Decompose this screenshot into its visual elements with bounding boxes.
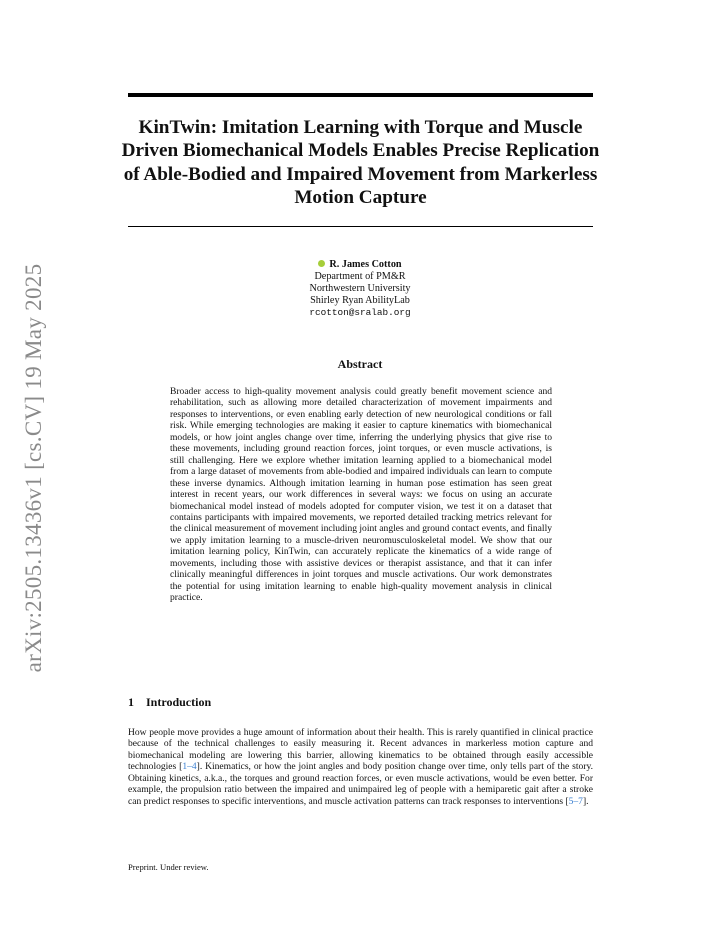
preprint-footnote: Preprint. Under review.	[128, 862, 209, 872]
affiliation-line: Northwestern University	[309, 283, 411, 294]
citation-link[interactable]: 1–4	[182, 761, 197, 773]
abstract-text: Broader access to high-quality movement analysis could greatly benefit movement science and rehabilitation, such as allowing more detailed characterization of movement impairments and responses to interventions, or even enabling early detection of new neurological conditions or fall risk. While emerging technologies are making it easier to capture kinematics with biomechanical models, or how joint angles change over time, inferring the underlying physics that give rise to these movements, including ground reaction forces, joint torques, or even muscle activations, is still challenging. Here we explore whether imitation learning applied to a biomechanical model from a large dataset of movements from able-bodied and impaired individuals can learn to compute these inverse dynamics. Although imitation learning in human pose estimation has seen great interest in recent years, our work differences in several ways: we focus on using an accurate biomechanical model instead of models adopted for computer vision, we test it on a dataset that contains participants with impaired movements, we reported detailed tracking metrics relevant for the clinical measurement of movement including joint angles and ground contact events, and finally we apply imitation learning to a muscle-driven neuromusculoskeletal model. We show that our imitation learning policy, KinTwin, can accurately replicate the kinematics of a wide range of movements, including those with assistive devices or therapist assistance, and that it can infer clinically meaningful differences in joint torques and muscle activations. Our work demonstrates the potential for using imitation learning to enable high-quality movement analysis in clinical practice.	[170, 386, 552, 604]
intro-text: ].	[582, 795, 589, 807]
author-email[interactable]: rcotton@sralab.org	[309, 307, 411, 318]
section-title: Introduction	[146, 695, 212, 709]
intro-text: ]. Kinematics, or how the joint angles and body position change over time, only tells part of the story. Obtaining kinetics, a.k.a., the torques and ground reaction forces, or even muscle activations, would be even better. For example, the propulsion ratio between the impaired and unimpaired leg of people with a hemiparetic gait after a stroke can predict responses to specific interventions, and muscle activation patterns can track responses to interventions [	[128, 761, 593, 807]
arxiv-sidebar	[14, 258, 54, 678]
title-bottom-rule	[128, 226, 593, 227]
arxiv-identifier: arXiv:2505.13436v1 [cs.CV] 19 May 2025	[21, 263, 46, 673]
orcid-icon[interactable]	[318, 260, 325, 267]
section-heading	[128, 695, 211, 710]
citation-link[interactable]: 5–7	[568, 795, 583, 807]
title-top-rule	[128, 93, 593, 97]
abstract-heading: Abstract	[337, 357, 383, 371]
affiliation-line: Department of PM&R	[314, 271, 406, 282]
section-number: 1	[128, 695, 134, 709]
author-name: R. James Cotton	[329, 259, 402, 270]
affiliation-line: Shirley Ryan AbilityLab	[310, 295, 410, 306]
author-block	[200, 259, 520, 319]
introduction-paragraph	[128, 727, 593, 807]
paper-title: KinTwin: Imitation Learning with Torque and Muscle Driven Biomechanical Models Enables Precise Replication of Able-Bodied and Impaired Movement from Markerless Motion Capture	[121, 117, 600, 208]
intro-text: How people move provides a huge amount of information about their health. This is rarely quantified in clinical practice because of the technical challenges to easily measuring it. Recent advances in markerless motion capture and biomechanical modeling are lowering this barrier, allowing kinematics to be obtained through easily accessible technologies [	[128, 727, 593, 773]
